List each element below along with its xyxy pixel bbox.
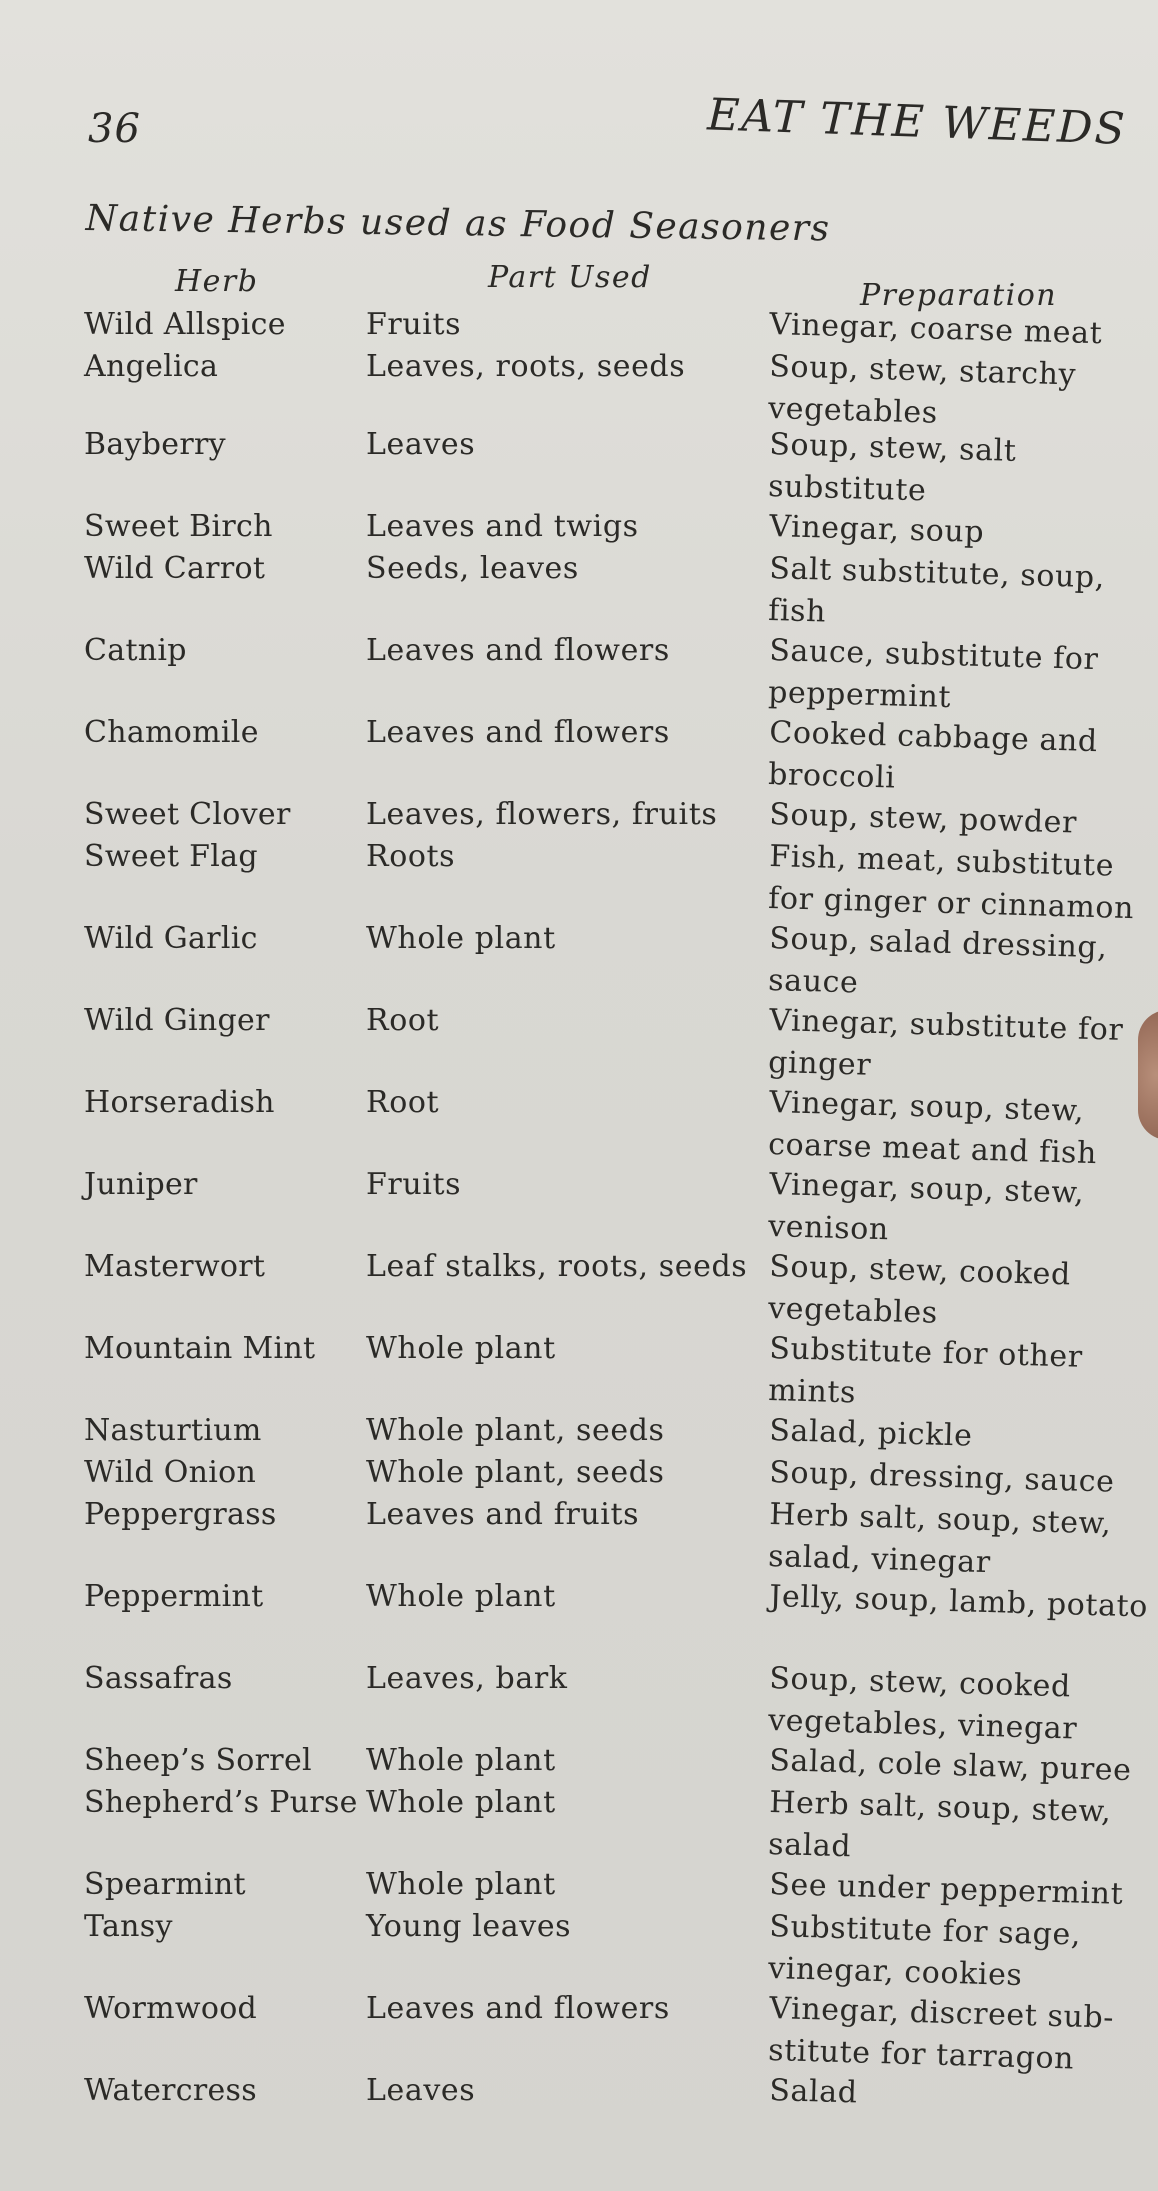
cell-preparation: Substitute for other mints bbox=[767, 1330, 1084, 1411]
cell-preparation: Vinegar, soup, stew, venison bbox=[767, 1166, 1085, 1248]
cell-part-used: Leaves and twigs bbox=[366, 509, 639, 544]
cell-herb: Sweet Flag bbox=[84, 839, 258, 874]
cell-part-used: Leaves, roots, seeds bbox=[366, 349, 686, 384]
cell-preparation: Soup, stew, salt substitute bbox=[767, 426, 1017, 509]
cell-preparation: Herb salt, soup, stew, salad, vinegar bbox=[767, 1496, 1112, 1581]
cell-preparation: Substitute for sage, vinegar, cookies bbox=[767, 1908, 1082, 1994]
cell-part-used: Whole plant bbox=[366, 1331, 556, 1366]
cell-herb: Wild Allspice bbox=[84, 307, 286, 342]
cell-preparation: Soup, dressing, sauce bbox=[768, 1454, 1116, 1500]
cell-part-used: Whole plant, seeds bbox=[366, 1413, 665, 1448]
cell-herb: Bayberry bbox=[84, 427, 226, 462]
cell-preparation: Salad, cole slaw, puree bbox=[768, 1742, 1132, 1789]
cell-part-used: Leaves and flowers bbox=[366, 1991, 670, 2026]
cell-herb: Wild Garlic bbox=[84, 921, 258, 956]
cell-herb: Wild Onion bbox=[84, 1455, 257, 1490]
thumb bbox=[1138, 1010, 1158, 1140]
cell-part-used: Leaf stalks, roots, seeds bbox=[366, 1249, 748, 1284]
cell-herb: Peppermint bbox=[84, 1579, 264, 1614]
cell-part-used: Roots bbox=[366, 839, 456, 874]
cell-part-used: Whole plant bbox=[366, 1579, 556, 1614]
cell-part-used: Root bbox=[366, 1085, 440, 1120]
cell-herb: Wild Carrot bbox=[84, 551, 266, 586]
header-preparation: Preparation bbox=[860, 278, 1058, 313]
cell-preparation: Vinegar, coarse meat bbox=[768, 306, 1103, 352]
cell-part-used: Whole plant bbox=[366, 921, 556, 956]
cell-herb: Nasturtium bbox=[84, 1413, 262, 1448]
cell-preparation: Vinegar, substitute for ginger bbox=[767, 1002, 1124, 1083]
cell-preparation: Herb salt, soup, stew, salad bbox=[767, 1784, 1112, 1865]
cell-part-used: Leaves and flowers bbox=[366, 633, 670, 668]
cell-herb: Angelica bbox=[84, 349, 219, 384]
cell-part-used: Whole plant, seeds bbox=[366, 1455, 665, 1490]
cell-herb: Juniper bbox=[84, 1167, 198, 1202]
cell-preparation: Vinegar, soup, stew, coarse meat and fish bbox=[767, 1084, 1098, 1172]
cell-herb: Wild Ginger bbox=[84, 1003, 270, 1038]
cell-part-used: Leaves, flowers, fruits bbox=[366, 797, 718, 832]
cell-part-used: Whole plant bbox=[366, 1867, 556, 1902]
cell-preparation: Salad bbox=[768, 2072, 859, 2111]
cell-preparation: Soup, salad dressing, sauce bbox=[767, 920, 1108, 1001]
cell-part-used: Fruits bbox=[366, 1167, 462, 1202]
cell-preparation: Salad, pickle bbox=[768, 1412, 973, 1454]
cell-preparation: Cooked cabbage and broccoli bbox=[767, 714, 1099, 796]
cell-part-used: Whole plant bbox=[366, 1785, 556, 1820]
header-herb: Herb bbox=[175, 264, 259, 299]
running-head: EAT THE WEEDS bbox=[706, 89, 1128, 155]
header-part-used: Part Used bbox=[488, 260, 652, 295]
cell-herb: Sweet Birch bbox=[84, 509, 273, 544]
cell-part-used: Young leaves bbox=[366, 1909, 572, 1944]
cell-preparation: Vinegar, soup bbox=[768, 508, 985, 550]
cell-part-used: Root bbox=[366, 1003, 440, 1038]
cell-herb: Tansy bbox=[84, 1909, 173, 1944]
cell-part-used: Leaves and flowers bbox=[366, 715, 670, 750]
page-number: 36 bbox=[88, 106, 141, 152]
cell-preparation: Vinegar, discreet sub-stitute for tarragon bbox=[767, 1990, 1115, 2077]
cell-preparation: Soup, stew, powder bbox=[768, 796, 1078, 841]
cell-herb: Catnip bbox=[84, 633, 187, 668]
cell-preparation: Jelly, soup, lamb, potato bbox=[768, 1578, 1149, 1625]
table-title: Native Herbs used as Food Seasoners bbox=[85, 198, 831, 250]
cell-preparation: Soup, stew, cooked vegetables, vinegar bbox=[767, 1660, 1078, 1747]
cell-preparation: Fish, meat, substitute for ginger or cinnamon bbox=[767, 838, 1135, 927]
cell-part-used: Fruits bbox=[366, 307, 462, 342]
cell-preparation: Soup, stew, cooked vegetables bbox=[767, 1248, 1072, 1331]
cell-part-used: Leaves, bark bbox=[366, 1661, 568, 1696]
cell-herb: Mountain Mint bbox=[84, 1331, 316, 1366]
cell-herb: Watercress bbox=[84, 2073, 257, 2108]
cell-part-used: Whole plant bbox=[366, 1743, 556, 1778]
cell-herb: Chamomile bbox=[84, 715, 259, 750]
cell-herb: Shepherd’s Purse bbox=[84, 1785, 358, 1820]
cell-part-used: Leaves bbox=[366, 427, 476, 462]
cell-herb: Sweet Clover bbox=[84, 797, 291, 832]
cell-preparation: Soup, stew, starchy vegetables bbox=[767, 348, 1077, 431]
cell-herb: Masterwort bbox=[84, 1249, 266, 1284]
cell-herb: Sheep’s Sorrel bbox=[84, 1743, 312, 1778]
cell-herb: Wormwood bbox=[84, 1991, 258, 2026]
cell-herb: Sassafras bbox=[84, 1661, 233, 1696]
cell-herb: Peppergrass bbox=[84, 1497, 277, 1532]
cell-part-used: Leaves and fruits bbox=[366, 1497, 640, 1532]
cell-preparation: Salt substitute, soup, fish bbox=[767, 550, 1106, 630]
cell-part-used: Leaves bbox=[366, 2073, 476, 2108]
cell-herb: Horseradish bbox=[84, 1085, 275, 1120]
cell-herb: Spearmint bbox=[84, 1867, 246, 1902]
cell-preparation: See under peppermint bbox=[768, 1866, 1124, 1912]
cell-part-used: Seeds, leaves bbox=[366, 551, 579, 586]
cell-preparation: Sauce, substitute for peppermint bbox=[767, 632, 1099, 716]
